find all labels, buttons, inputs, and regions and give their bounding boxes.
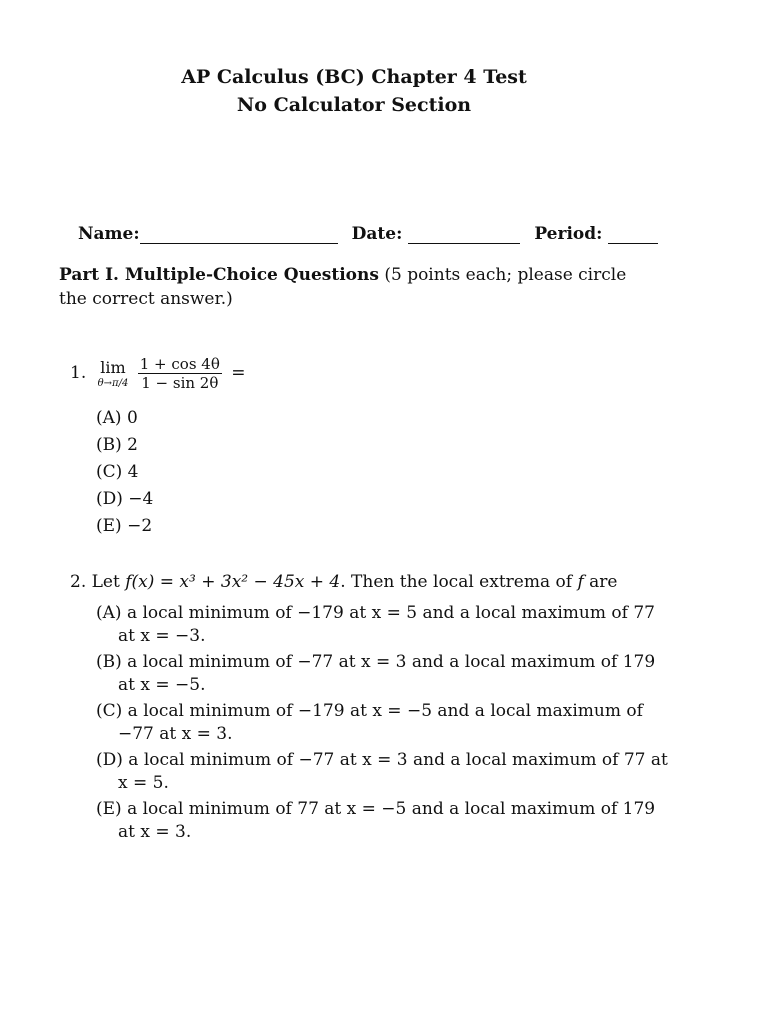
function-definition: f(x) = x³ + 3x² − 45x + 4 xyxy=(125,572,341,592)
stem-post: are xyxy=(583,572,618,592)
question-2-number: 2. xyxy=(70,572,87,592)
limit-operator xyxy=(98,358,129,389)
name-label: Name: xyxy=(78,224,140,244)
part1-heading: Part I. Multiple-Choice Questions xyxy=(59,265,379,285)
option-a[interactable]: (A) 0 xyxy=(96,408,138,428)
date-blank[interactable] xyxy=(408,226,520,244)
lim-subscript: θ→π/4 xyxy=(97,378,129,389)
question-2-options xyxy=(96,602,670,847)
question-1-number: 1. xyxy=(70,363,87,383)
option-d[interactable]: (D) a local minimum of −77 at x = 3 and a local maximum of 77 at x = 5. xyxy=(96,750,668,793)
stem-mid: . Then the local extrema of xyxy=(340,572,578,592)
test-title: AP Calculus (BC) Chapter 4 Test xyxy=(181,66,527,88)
equals-sign: = xyxy=(231,363,246,383)
name-blank[interactable] xyxy=(140,226,338,244)
function-name: f xyxy=(577,572,584,592)
stem-pre: Let xyxy=(91,572,126,592)
part1-instructions xyxy=(59,263,659,311)
option-e[interactable]: (E) a local minimum of 77 at x = −5 and a local maximum of 179 at x = 3. xyxy=(96,799,656,842)
question-1 xyxy=(70,355,246,392)
option-e[interactable]: (E) −2 xyxy=(96,516,153,536)
student-info-row xyxy=(78,224,672,244)
period-label: Period: xyxy=(534,224,603,244)
option-c[interactable]: (C) 4 xyxy=(96,462,139,482)
option-a[interactable]: (A) a local minimum of −179 at x = 5 and a local maximum of 77 at x = −3. xyxy=(96,603,655,646)
period-blank[interactable] xyxy=(608,226,658,244)
option-b[interactable]: (B) 2 xyxy=(96,435,138,455)
part1-note: (5 points each; please circle the correct answer.) xyxy=(59,265,627,309)
option-b[interactable]: (B) a local minimum of −77 at x = 3 and a local maximum of 179 at x = −5. xyxy=(96,652,656,695)
question-1-options xyxy=(96,405,153,540)
lim-word: lim xyxy=(100,358,126,377)
date-label: Date: xyxy=(351,224,403,244)
option-d[interactable]: (D) −4 xyxy=(96,489,154,509)
fraction-denominator: 1 − sin 2θ xyxy=(141,374,219,392)
limit-fraction xyxy=(138,355,222,392)
option-c[interactable]: (C) a local minimum of −179 at x = −5 and a local maximum of −77 at x = 3. xyxy=(96,701,643,744)
question-2 xyxy=(70,572,617,592)
fraction-numerator: 1 + cos 4θ xyxy=(139,355,220,373)
section-title: No Calculator Section xyxy=(236,94,472,116)
